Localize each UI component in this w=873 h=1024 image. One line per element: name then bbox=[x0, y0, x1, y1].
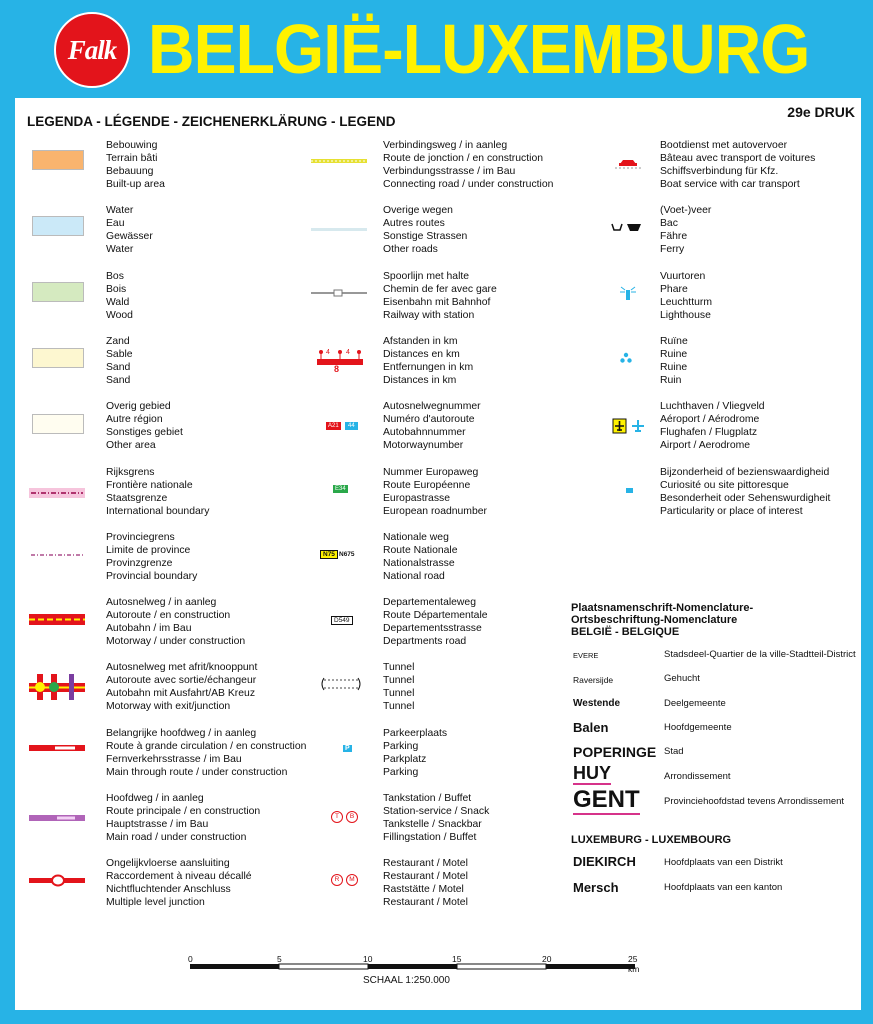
place-desc-diekirch: Hoofdplaats van een Distrikt bbox=[664, 857, 783, 868]
page-title: BELGIË-LUXEMBURG bbox=[148, 10, 810, 88]
legend-entry-line: Entfernungen in km bbox=[383, 361, 474, 373]
legend-entry-line: Autobahn / im Bau bbox=[106, 623, 192, 635]
lighthouse-icon bbox=[619, 284, 637, 302]
legend-entry bbox=[106, 139, 165, 191]
legend-entry-line: Aéroport / Aérodrome bbox=[660, 414, 760, 426]
legend-entry-line: Terrain bâti bbox=[106, 153, 158, 164]
legend-entry-line: Boat service with car transport bbox=[660, 179, 800, 190]
legend-entry-line: Provinzgrenze bbox=[106, 557, 173, 569]
legend-entry-line: Vuurtoren bbox=[660, 270, 706, 282]
legend-entry-line: Autosnelweg / in aanleg bbox=[106, 597, 217, 609]
main-road-symbol bbox=[29, 813, 87, 823]
km-number-1: 4 bbox=[326, 349, 330, 356]
legend-entry-line: Nationale weg bbox=[383, 531, 449, 543]
nomenclature-heading-3: BELGIË - BELGIQUE bbox=[571, 626, 680, 638]
legend-entry-line: Tunnel bbox=[383, 675, 415, 687]
scale-label: SCHAAL 1:250.000 bbox=[363, 975, 450, 986]
fuel-station-icon: T bbox=[331, 811, 343, 823]
legend-entry-line: Fernverkehrsstrasse / im Bau bbox=[106, 753, 242, 765]
legend-entry-line: Provinciegrens bbox=[106, 531, 175, 543]
place-name-huy: HUY bbox=[573, 763, 612, 783]
legend-entry-line: Distances in km bbox=[383, 374, 457, 386]
legend-entry-line: Autoroute avec sortie/échangeur bbox=[106, 675, 257, 687]
legend-entry-line: Tankstation / Buffet bbox=[383, 793, 472, 804]
scale-tick-10: 10 bbox=[363, 954, 373, 964]
legend-entry-line: Main road / under construction bbox=[106, 832, 247, 843]
legend-entry-line: Curiosité ou site pittoresque bbox=[660, 479, 789, 491]
legend-entry-line: Nationalstrasse bbox=[383, 557, 455, 569]
legend-entry-line: Rijksgrens bbox=[106, 466, 155, 478]
legend-entry-line: Numéro d'autoroute bbox=[383, 414, 475, 426]
legend-entry bbox=[660, 335, 688, 387]
legend-entry bbox=[660, 139, 815, 191]
national-road-badge-2: N675 bbox=[339, 551, 355, 558]
legend-entry-line: Autres routes bbox=[383, 218, 445, 230]
place-name-balen: Balen bbox=[573, 720, 609, 735]
legend-entry-line: Ruïne bbox=[660, 335, 688, 347]
legend-entry-line: Restaurant / Motel bbox=[383, 897, 468, 909]
legend-entry bbox=[660, 204, 711, 256]
legend-entry-line: Eisenbahn mit Bahnhof bbox=[383, 296, 491, 308]
legend-entry-line: Station-service / Snack bbox=[383, 806, 490, 817]
legend-entry-line: Departments road bbox=[383, 636, 467, 648]
legend-entry-line: Bijzonderheid of bezienswaardigheid bbox=[660, 466, 830, 478]
place-name-poperinge: POPERINGE bbox=[573, 744, 657, 760]
legend-entry-line: International boundary bbox=[106, 505, 210, 517]
legend-entry-line: Bos bbox=[106, 270, 124, 282]
legend-entry-line: Ongelijkvloerse aansluiting bbox=[106, 858, 230, 870]
distances-symbol bbox=[313, 342, 369, 376]
legend-entry-line: Flughafen / Flugplatz bbox=[660, 427, 758, 439]
place-desc-balen: Hoofdgemeente bbox=[664, 722, 732, 733]
built-up-swatch bbox=[32, 150, 84, 170]
water-swatch bbox=[32, 216, 84, 236]
legend-entry-line: Bâteau avec transport de voitures bbox=[660, 153, 816, 164]
legend-entry-line: Route Départementale bbox=[383, 610, 488, 622]
place-name-mersch: Mersch bbox=[573, 880, 619, 895]
place-name-gent: GENT bbox=[573, 786, 640, 813]
legend-entry bbox=[106, 270, 133, 322]
legend-entry-line: European roadnumber bbox=[383, 505, 487, 517]
legend-entry-line: Afstanden in km bbox=[383, 335, 458, 347]
legend-entry-line: Autobahn mit Ausfahrt/AB Kreuz bbox=[106, 688, 256, 700]
legend-entry-line: Restaurant / Motel bbox=[383, 858, 468, 870]
place-name-raversijde: Raversijde bbox=[573, 675, 614, 685]
legend-entry-line: Belangrijke hoofdweg / in aanleg bbox=[106, 727, 257, 739]
motorway-number-badge: A21 bbox=[328, 423, 339, 429]
legend-entry-line: Route principale / en construction bbox=[106, 806, 261, 817]
legend-entry-line: Departementsstrasse bbox=[383, 623, 482, 635]
legend-entry bbox=[106, 400, 183, 452]
place-name-westende: Westende bbox=[573, 698, 621, 709]
km-number-2: 4 bbox=[346, 349, 350, 356]
legend-entry-line: National road bbox=[383, 570, 445, 582]
legend-entry-line: Route de jonction / en construction bbox=[383, 153, 543, 164]
legend-entry bbox=[660, 270, 712, 322]
legend-entry-line: Bois bbox=[106, 283, 127, 295]
scale-tick-15: 15 bbox=[452, 954, 462, 964]
header-banner bbox=[0, 0, 873, 96]
legend-entry-line: Eau bbox=[106, 218, 125, 230]
ferry-icon bbox=[611, 222, 643, 234]
legend-entry bbox=[660, 466, 830, 518]
main-through-route-symbol bbox=[29, 743, 87, 753]
legend-entry-line: Airport / Aerodrome bbox=[660, 440, 751, 452]
legend-entry-line: Chemin de fer avec gare bbox=[383, 283, 497, 295]
legend-entry-line: Verbindungsstrasse / im Bau bbox=[383, 166, 516, 177]
place-desc-huy: Arrondissement bbox=[664, 771, 731, 782]
legend-entry-line: Motorway / under construction bbox=[106, 636, 246, 648]
nomenclature-heading-2: Ortsbeschriftung-Nomenclature bbox=[571, 614, 738, 626]
legend-entry bbox=[106, 857, 252, 909]
place-name-diekirch: DIEKIRCH bbox=[573, 854, 636, 869]
luxembourg-heading: LUXEMBURG - LUXEMBOURG bbox=[571, 834, 732, 846]
place-desc-raversijde: Gehucht bbox=[664, 673, 700, 684]
place-desc-westende: Deelgemeente bbox=[664, 698, 726, 709]
legend-entry-line: Bebouwing bbox=[106, 140, 158, 151]
legend-entry-line: Leuchtturm bbox=[660, 296, 712, 308]
european-road-badge: E34 bbox=[335, 486, 346, 492]
legend-entry-line: Autosnelwegnummer bbox=[383, 401, 481, 413]
legend-entry-line: Autobahnnummer bbox=[383, 427, 466, 439]
motorway-number-badge-2: 44 bbox=[345, 422, 358, 430]
legend-entry-line: Multiple level junction bbox=[106, 897, 205, 909]
scale-tick-5: 5 bbox=[277, 954, 282, 964]
legend-entry bbox=[383, 400, 481, 452]
scale-bar bbox=[188, 954, 638, 976]
tunnel-symbol bbox=[318, 676, 364, 692]
legend-entry-line: Ruine bbox=[660, 348, 688, 360]
legend-entry-line: Bootdienst met autovervoer bbox=[660, 140, 788, 151]
legend-entry-line: Railway with station bbox=[383, 309, 475, 321]
other-area-swatch bbox=[32, 414, 84, 434]
legend-entry bbox=[383, 661, 414, 713]
legend-entry-line: Overige wegen bbox=[383, 205, 453, 217]
legend-entry-line: Bebauung bbox=[106, 166, 154, 177]
legend-entry-line: Motorwaynumber bbox=[383, 440, 464, 452]
legend-entry bbox=[383, 335, 473, 387]
national-road-badge: N75 bbox=[320, 550, 338, 559]
legend-entry-line: Hoofdweg / in aanleg bbox=[106, 793, 204, 804]
scale-tick-0: 0 bbox=[188, 954, 193, 964]
legend-entry bbox=[383, 792, 489, 844]
legend-entry-line: Other roads bbox=[383, 244, 438, 256]
legend-entry-line: Lighthouse bbox=[660, 309, 711, 321]
motel-icon: M bbox=[346, 874, 358, 886]
legend-entry-line: Restaurant / Motel bbox=[383, 871, 468, 883]
legend-entry-line: Schiffsverbindung für Kfz. bbox=[660, 166, 779, 177]
legend-entry bbox=[660, 400, 765, 452]
legend-entry bbox=[383, 531, 458, 583]
legend-entry-line: Autre région bbox=[106, 414, 163, 426]
scale-bar-graphic bbox=[188, 954, 638, 976]
legend-entry-line: Raccordement à niveau décallé bbox=[106, 871, 252, 883]
legend-entry-line: Sand bbox=[106, 361, 131, 373]
legend-entry-line: Route Européenne bbox=[383, 479, 471, 491]
legend-entry-line: Overig gebied bbox=[106, 401, 171, 413]
departments-road-badge: D549 bbox=[331, 616, 353, 625]
legend-entry bbox=[106, 596, 245, 648]
falk-logo: Falk bbox=[54, 12, 130, 88]
place-desc-gent: Provinciehoofdstad tevens Arrondissement bbox=[664, 796, 845, 807]
legend-entry-line: Wood bbox=[106, 309, 133, 321]
scale-tick-20: 20 bbox=[542, 954, 552, 964]
legend-entry-line: Spoorlijn met halte bbox=[383, 270, 470, 282]
legend-entry-line: Water bbox=[106, 244, 134, 256]
connecting-road-symbol bbox=[311, 157, 369, 165]
legend-entry bbox=[383, 857, 468, 909]
legend-entry-line: Phare bbox=[660, 283, 688, 295]
national-boundary-symbol bbox=[29, 485, 87, 501]
parking-icon: P bbox=[345, 745, 350, 752]
legend-entry-line: Route à grande circulation / en construction bbox=[106, 740, 307, 752]
legend-entry-line: Connecting road / under construction bbox=[383, 179, 554, 190]
legend-entry-line: Parking bbox=[383, 740, 419, 752]
legend-title: LEGENDA - LÉGENDE - ZEICHENERKLÄRUNG - LEGEND bbox=[27, 114, 396, 129]
legend-entry-line: Frontière nationale bbox=[106, 479, 193, 491]
legend-entry bbox=[383, 727, 447, 779]
airport-icon bbox=[612, 418, 646, 434]
provincial-boundary-symbol bbox=[29, 550, 87, 560]
nomenclature-heading-1: Plaatsnamenschrift-Nomenclature- bbox=[571, 602, 754, 614]
restaurant-icon: R bbox=[331, 874, 343, 886]
legend-entry-line: Europastrasse bbox=[383, 492, 450, 504]
legend-entry-line: Main through route / under construction bbox=[106, 766, 288, 778]
legend-entry-line: Fähre bbox=[660, 231, 688, 243]
legend-entry-line: Departementaleweg bbox=[383, 597, 476, 609]
legend-entry-line: Tankstelle / Snackbar bbox=[383, 819, 482, 830]
other-roads-symbol bbox=[311, 226, 369, 234]
legend-entry-line: Limite de province bbox=[106, 544, 191, 556]
place-desc-mersch: Hoofdplaats van een kanton bbox=[664, 882, 783, 893]
legend-entry bbox=[106, 204, 153, 256]
legend-entry-line: Luchthaven / Vliegveld bbox=[660, 401, 765, 413]
legend-panel bbox=[15, 98, 861, 1010]
legend-entry-line: Water bbox=[106, 205, 134, 217]
legend-entry-line: Ruin bbox=[660, 374, 682, 386]
point-of-interest-icon bbox=[626, 488, 633, 493]
buffet-icon: B bbox=[346, 811, 358, 823]
legend-entry-line: Tunnel bbox=[383, 662, 415, 674]
legend-entry-line: Particularity or place of interest bbox=[660, 505, 803, 517]
railway-symbol bbox=[311, 288, 369, 298]
edition-label: 29e DRUK bbox=[787, 104, 855, 120]
legend-entry-line: (Voet-)veer bbox=[660, 205, 712, 217]
legend-entry-line: Parking bbox=[383, 766, 419, 778]
multiple-level-junction-symbol bbox=[29, 872, 87, 888]
car-ferry-icon bbox=[615, 156, 641, 170]
legend-entry-line: Ruine bbox=[660, 361, 688, 373]
legend-entry-line: Route Nationale bbox=[383, 544, 458, 556]
legend-entry-line: Fillingstation / Buffet bbox=[383, 832, 477, 843]
legend-entry-line: Tunnel bbox=[383, 688, 415, 700]
place-name-evere: EVERE bbox=[573, 651, 599, 660]
legend-entry-line: Distances en km bbox=[383, 348, 460, 360]
legend-entry bbox=[106, 531, 197, 583]
legend-entry-line: Hauptstrasse / im Bau bbox=[106, 819, 209, 830]
forest-swatch bbox=[32, 282, 84, 302]
legend-entry-line: Raststätte / Motel bbox=[383, 884, 464, 896]
scale-tick-25: 25 km bbox=[628, 954, 640, 974]
legend-entry bbox=[106, 792, 260, 844]
legend-entry-line: Sonstiges gebiet bbox=[106, 427, 183, 439]
legend-entry-line: Nummer Europaweg bbox=[383, 466, 479, 478]
legend-entry bbox=[106, 466, 209, 518]
motorway-symbol bbox=[29, 613, 87, 627]
legend-entry-line: Besonderheit oder Sehenswurdigheit bbox=[660, 492, 831, 504]
legend-entry-line: Sand bbox=[106, 374, 131, 386]
legend-entry bbox=[106, 727, 306, 779]
legend-entry-line: Gewässer bbox=[106, 231, 153, 243]
legend-entry-line: Nichtfluchtender Anschluss bbox=[106, 884, 231, 896]
motorway-junction-symbol bbox=[29, 672, 89, 702]
legend-entry bbox=[106, 335, 133, 387]
sand-swatch bbox=[32, 348, 84, 368]
legend-entry-line: Sonstige Strassen bbox=[383, 231, 468, 243]
legend-entry bbox=[383, 466, 487, 518]
legend-entry-line: Motorway with exit/junction bbox=[106, 701, 231, 713]
legend-entry-line: Bac bbox=[660, 218, 678, 230]
legend-entry-line: Ferry bbox=[660, 244, 685, 256]
place-desc-evere: Stadsdeel-Quartier de la ville-Stadtteil-District bbox=[664, 649, 856, 660]
km-number-total: 8 bbox=[334, 364, 340, 374]
legend-entry bbox=[383, 270, 497, 322]
legend-entry-line: Sable bbox=[106, 348, 133, 360]
legend-entry bbox=[383, 596, 488, 648]
legend-entry-line: Parkplatz bbox=[383, 753, 427, 765]
legend-entry-line: Zand bbox=[106, 335, 130, 347]
legend-entry-line: Autosnelweg met afrit/knooppunt bbox=[106, 662, 258, 674]
legend-entry-line: Other area bbox=[106, 440, 156, 452]
legend-entry-line: Verbindingsweg / in aanleg bbox=[383, 140, 508, 151]
legend-entry-line: Staatsgrenze bbox=[106, 492, 168, 504]
legend-entry-line: Autoroute / en construction bbox=[106, 610, 231, 622]
legend-entry-line: Tunnel bbox=[383, 701, 415, 713]
legend-entry bbox=[383, 204, 467, 256]
legend-entry-line: Provincial boundary bbox=[106, 570, 198, 582]
legend-entry-line: Parkeerplaats bbox=[383, 727, 448, 739]
legend-entry bbox=[383, 139, 553, 191]
place-desc-poperinge: Stad bbox=[664, 746, 684, 757]
ruin-icon bbox=[619, 352, 633, 364]
legend-entry-line: Built-up area bbox=[106, 179, 165, 190]
legend-entry-line: Wald bbox=[106, 296, 130, 308]
legend-entry bbox=[106, 661, 257, 713]
